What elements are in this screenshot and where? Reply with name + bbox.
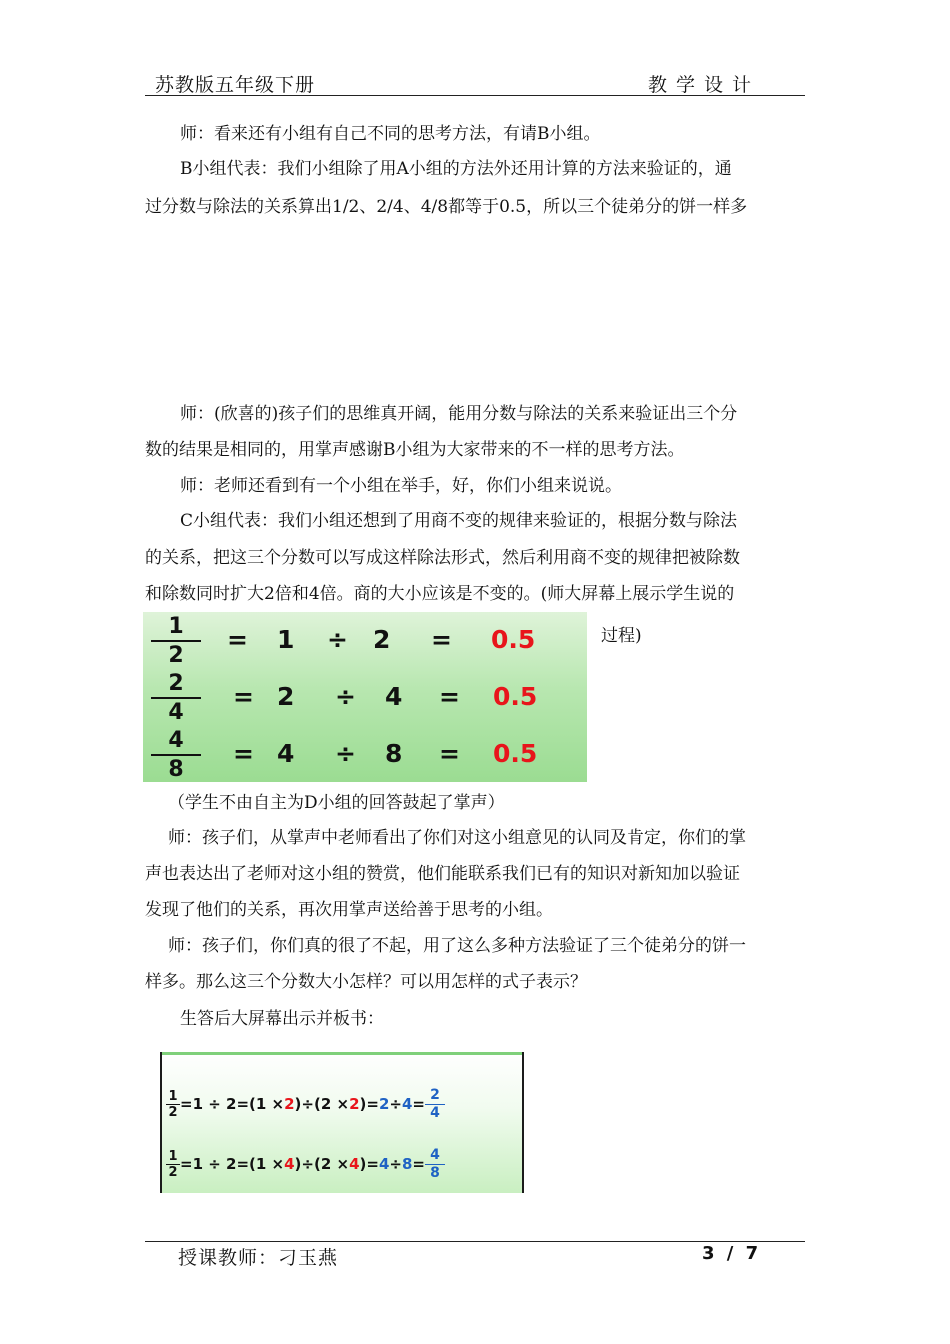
divisor: 4: [385, 682, 403, 711]
fraction-bar: [151, 754, 201, 756]
new-divisor: 8: [401, 1155, 413, 1173]
multiplier: 4: [284, 1155, 295, 1173]
result-fraction: [425, 1148, 445, 1181]
equation-row: [166, 1148, 445, 1181]
paragraph-teacher-feedback-line2: 声也表达出了老师对这小组的赞赏，他们能联系我们已有的知识对新知加以验证: [145, 864, 740, 884]
equation-row: [166, 1088, 445, 1121]
equation-text: ÷: [389, 1095, 402, 1113]
fraction-bar: [151, 640, 201, 642]
paragraph-teacher-praise-line2: 数的结果是相同的，用掌声感谢B小组为大家带来的不一样的思考方法。: [145, 440, 685, 460]
fraction-bar: [151, 697, 201, 699]
fraction-numerator: 2: [430, 1087, 440, 1103]
new-dividend: 2: [378, 1095, 390, 1113]
paragraph-teacher-question-line1: 师：孩子们，你们真的很了不起，用了这么多种方法验证了三个徒弟分的饼一: [168, 936, 746, 956]
multiplier: 2: [284, 1095, 295, 1113]
page-number: 3 / 7: [702, 1243, 759, 1264]
equals-sign: =: [439, 739, 460, 768]
equals-sign: =: [233, 682, 254, 711]
paragraph-applause: （学生不由自主为D小组的回答鼓起了掌声）: [168, 793, 505, 813]
dividend: 1: [277, 625, 295, 654]
paragraph-teacher-c: 师：老师还看到有一个小组在举手，好，你们小组来说说。: [180, 476, 622, 496]
fraction-numerator: 4: [168, 728, 184, 753]
fraction: [166, 1150, 180, 1179]
paragraph-group-c-line1: C小组代表：我们小组还想到了用商不变的规律来验证的，根据分数与除法: [180, 511, 738, 531]
fraction-denominator: 8: [430, 1165, 440, 1181]
fraction-denominator: 4: [168, 700, 184, 725]
new-divisor: 4: [401, 1095, 413, 1113]
divide-sign: ÷: [335, 682, 356, 711]
paragraph-teacher-question-line2: 样多。那么这三个分数大小怎样？可以用怎样的式子表示？: [145, 972, 587, 992]
fraction: [151, 730, 201, 781]
paragraph-teacher-feedback-line1: 师：孩子们，从掌声中老师看出了你们对这小组意见的认同及肯定，你们的掌: [168, 828, 746, 848]
quotient: 0.5: [493, 739, 538, 768]
paragraph-group-b-line2: 过分数与除法的关系算出1/2、2/4、4/8都等于0.5，所以三个徒弟分的饼一样多: [145, 197, 748, 217]
multiplier: 2: [349, 1095, 360, 1113]
divisor: 2: [373, 625, 391, 654]
fraction-denominator: 2: [168, 643, 184, 668]
division-row: [143, 726, 587, 782]
fraction-denominator: 8: [168, 757, 184, 782]
equation-text: =: [412, 1155, 425, 1173]
board-equation-figure: [160, 1052, 524, 1193]
fraction-denominator: 2: [168, 1105, 178, 1120]
equation-text: ÷: [389, 1155, 402, 1173]
fraction-numerator: 2: [168, 671, 184, 696]
equals-sign: =: [233, 739, 254, 768]
header-textbook-title: 苏教版五年级下册: [155, 74, 316, 96]
header-rule: [145, 95, 805, 96]
divide-sign: ÷: [335, 739, 356, 768]
division-row: [143, 612, 587, 668]
equation-text: =1 ÷ 2=(1 ×: [180, 1095, 285, 1113]
header-doc-type: 教学设计: [648, 74, 761, 96]
multiplier: 4: [349, 1155, 360, 1173]
equation-text: =: [412, 1095, 425, 1113]
fraction-numerator: 1: [168, 1149, 178, 1164]
fraction-numerator: 4: [430, 1147, 440, 1163]
footer-rule: [145, 1241, 805, 1242]
figure-top-border: [162, 1052, 522, 1055]
fraction: [151, 616, 201, 667]
equation-text: )=: [359, 1095, 379, 1113]
fraction: [166, 1090, 180, 1119]
equation-text: )÷(2 ×: [294, 1155, 350, 1173]
divide-sign: ÷: [327, 625, 348, 654]
footer-teacher-name: 授课教师：刁玉燕: [178, 1247, 339, 1269]
equals-sign: =: [439, 682, 460, 711]
dividend: 2: [277, 682, 295, 711]
fraction: [151, 673, 201, 724]
fraction-denominator: 2: [168, 1165, 178, 1180]
division-row: [143, 669, 587, 725]
quotient: 0.5: [491, 625, 536, 654]
paragraph-group-b-line1: B小组代表：我们小组除了用A小组的方法外还用计算的方法来验证的，通: [180, 159, 732, 179]
equals-sign: =: [431, 625, 452, 654]
divisor: 8: [385, 739, 403, 768]
paragraph-teacher-b: 师：看来还有小组有自己不同的思考方法，有请B小组。: [180, 124, 601, 144]
dividend: 4: [277, 739, 295, 768]
equation-text: =1 ÷ 2=(1 ×: [180, 1155, 285, 1173]
result-fraction: [425, 1088, 445, 1121]
equation-text: )=: [359, 1155, 379, 1173]
equation-text: )÷(2 ×: [294, 1095, 350, 1113]
quotient: 0.5: [493, 682, 538, 711]
equals-sign: =: [227, 625, 248, 654]
paragraph-board-intro: 生答后大屏幕出示并板书：: [180, 1009, 384, 1029]
figure-caption-process: 过程): [601, 626, 642, 646]
paragraph-teacher-feedback-line3: 发现了他们的关系，再次用掌声送给善于思考的小组。: [145, 900, 553, 920]
paragraph-group-c-line3: 和除数同时扩大2倍和4倍。商的大小应该是不变的。(师大屏幕上展示学生说的: [145, 584, 735, 604]
fraction-numerator: 1: [168, 1089, 178, 1104]
fraction-numerator: 1: [168, 614, 184, 639]
fraction-denominator: 4: [430, 1105, 440, 1121]
new-dividend: 4: [378, 1155, 390, 1173]
paragraph-teacher-praise-line1: 师：(欣喜的)孩子们的思维真开阔，能用分数与除法的关系来验证出三个分: [180, 404, 738, 424]
division-figure: [143, 612, 587, 782]
paragraph-group-c-line2: 的关系，把这三个分数可以写成这样除法形式，然后利用商不变的规律把被除数: [145, 548, 740, 568]
